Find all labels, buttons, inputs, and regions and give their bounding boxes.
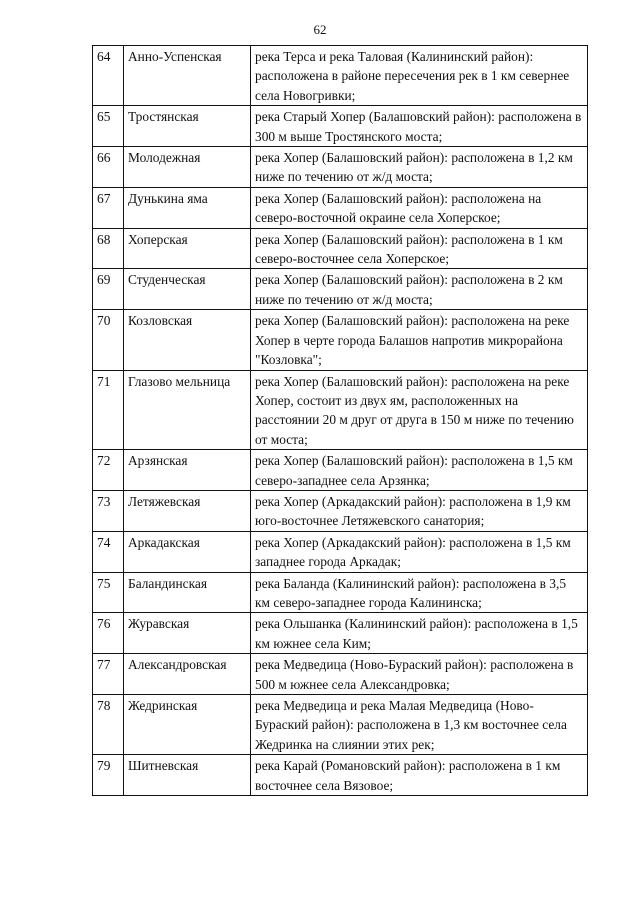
row-number: 67	[93, 187, 124, 228]
row-number: 66	[93, 147, 124, 188]
site-description: река Хопер (Аркадакский район): расположена в 1,5 км западнее города Аркадак;	[251, 531, 588, 572]
site-name: Анно-Успенская	[124, 46, 251, 106]
table-row	[93, 755, 588, 796]
site-description: река Хопер (Балашовский район): расположена в 1 км северо-восточнее села Хоперское;	[251, 228, 588, 269]
row-number: 70	[93, 310, 124, 370]
table-row	[93, 490, 588, 531]
table-row	[93, 147, 588, 188]
site-description: река Хопер (Балашовский район): расположена на реке Хопер в черте города Балашов напротив микрорайона "Козловка";	[251, 310, 588, 370]
site-description: река Хопер (Балашовский район): расположена на северо-восточной окраине села Хоперское;	[251, 187, 588, 228]
site-description: река Медведица и река Малая Медведица (Ново- Бураский район): расположена в 1,3 км восточнее села Жедринка на слиянии этих рек;	[251, 695, 588, 755]
row-number: 65	[93, 106, 124, 147]
site-name: Баландинская	[124, 572, 251, 613]
site-name: Студенческая	[124, 269, 251, 310]
row-number: 77	[93, 654, 124, 695]
site-description: река Хопер (Балашовский район): расположена в 2 км ниже по течению от ж/д моста;	[251, 269, 588, 310]
row-number: 74	[93, 531, 124, 572]
table-row	[93, 450, 588, 491]
table-row	[93, 187, 588, 228]
row-number: 71	[93, 370, 124, 450]
row-number: 72	[93, 450, 124, 491]
site-description: река Хопер (Балашовский район): расположена в 1,5 км северо-западнее села Арзянка;	[251, 450, 588, 491]
table-row	[93, 654, 588, 695]
site-name: Дунькина яма	[124, 187, 251, 228]
table-row	[93, 228, 588, 269]
fishing-sites-table	[92, 45, 588, 796]
site-name: Журавская	[124, 613, 251, 654]
page-number: 62	[313, 22, 327, 37]
site-name: Хоперская	[124, 228, 251, 269]
site-description: река Терса и река Таловая (Калининский район): расположена в районе пересечения рек в 1 км севернее села Новогривки;	[251, 46, 588, 106]
row-number: 78	[93, 695, 124, 755]
site-name: Козловская	[124, 310, 251, 370]
table-row	[93, 695, 588, 755]
table-body	[93, 46, 588, 796]
site-name: Глазово мельница	[124, 370, 251, 450]
table-row	[93, 572, 588, 613]
row-number: 79	[93, 755, 124, 796]
table-row	[93, 531, 588, 572]
table-row	[93, 310, 588, 370]
row-number: 73	[93, 490, 124, 531]
site-name: Молодежная	[124, 147, 251, 188]
site-name: Александровская	[124, 654, 251, 695]
table-row	[93, 370, 588, 450]
row-number: 69	[93, 269, 124, 310]
site-description: река Хопер (Балашовский район): расположена на реке Хопер, состоит из двух ям, расположенных на расстоянии 20 м друг от друга в 150 м ниже по течению от моста;	[251, 370, 588, 450]
site-name: Аркадакская	[124, 531, 251, 572]
site-description: река Старый Хопер (Балашовский район): расположена в 300 м выше Тростянского моста;	[251, 106, 588, 147]
site-name: Шитневская	[124, 755, 251, 796]
table-row	[93, 613, 588, 654]
table-row	[93, 46, 588, 106]
row-number: 76	[93, 613, 124, 654]
row-number: 75	[93, 572, 124, 613]
site-name: Арзянская	[124, 450, 251, 491]
site-description: река Хопер (Балашовский район): расположена в 1,2 км ниже по течению от ж/д моста;	[251, 147, 588, 188]
site-description: река Хопер (Аркадакский район): расположена в 1,9 км юго-восточнее Летяжевского санатория;	[251, 490, 588, 531]
site-description: река Медведица (Ново-Бураский район): расположена в 500 м южнее села Александровка;	[251, 654, 588, 695]
site-description: река Баланда (Калининский район): расположена в 3,5 км северо-западнее города Калининска;	[251, 572, 588, 613]
table-row	[93, 106, 588, 147]
site-name: Тростянская	[124, 106, 251, 147]
site-name: Летяжевская	[124, 490, 251, 531]
site-description: река Ольшанка (Калининский район): расположена в 1,5 км южнее села Ким;	[251, 613, 588, 654]
row-number: 68	[93, 228, 124, 269]
site-description: река Карай (Романовский район): расположена в 1 км восточнее села Вязовое;	[251, 755, 588, 796]
row-number: 64	[93, 46, 124, 106]
table-row	[93, 269, 588, 310]
site-name: Жедринская	[124, 695, 251, 755]
